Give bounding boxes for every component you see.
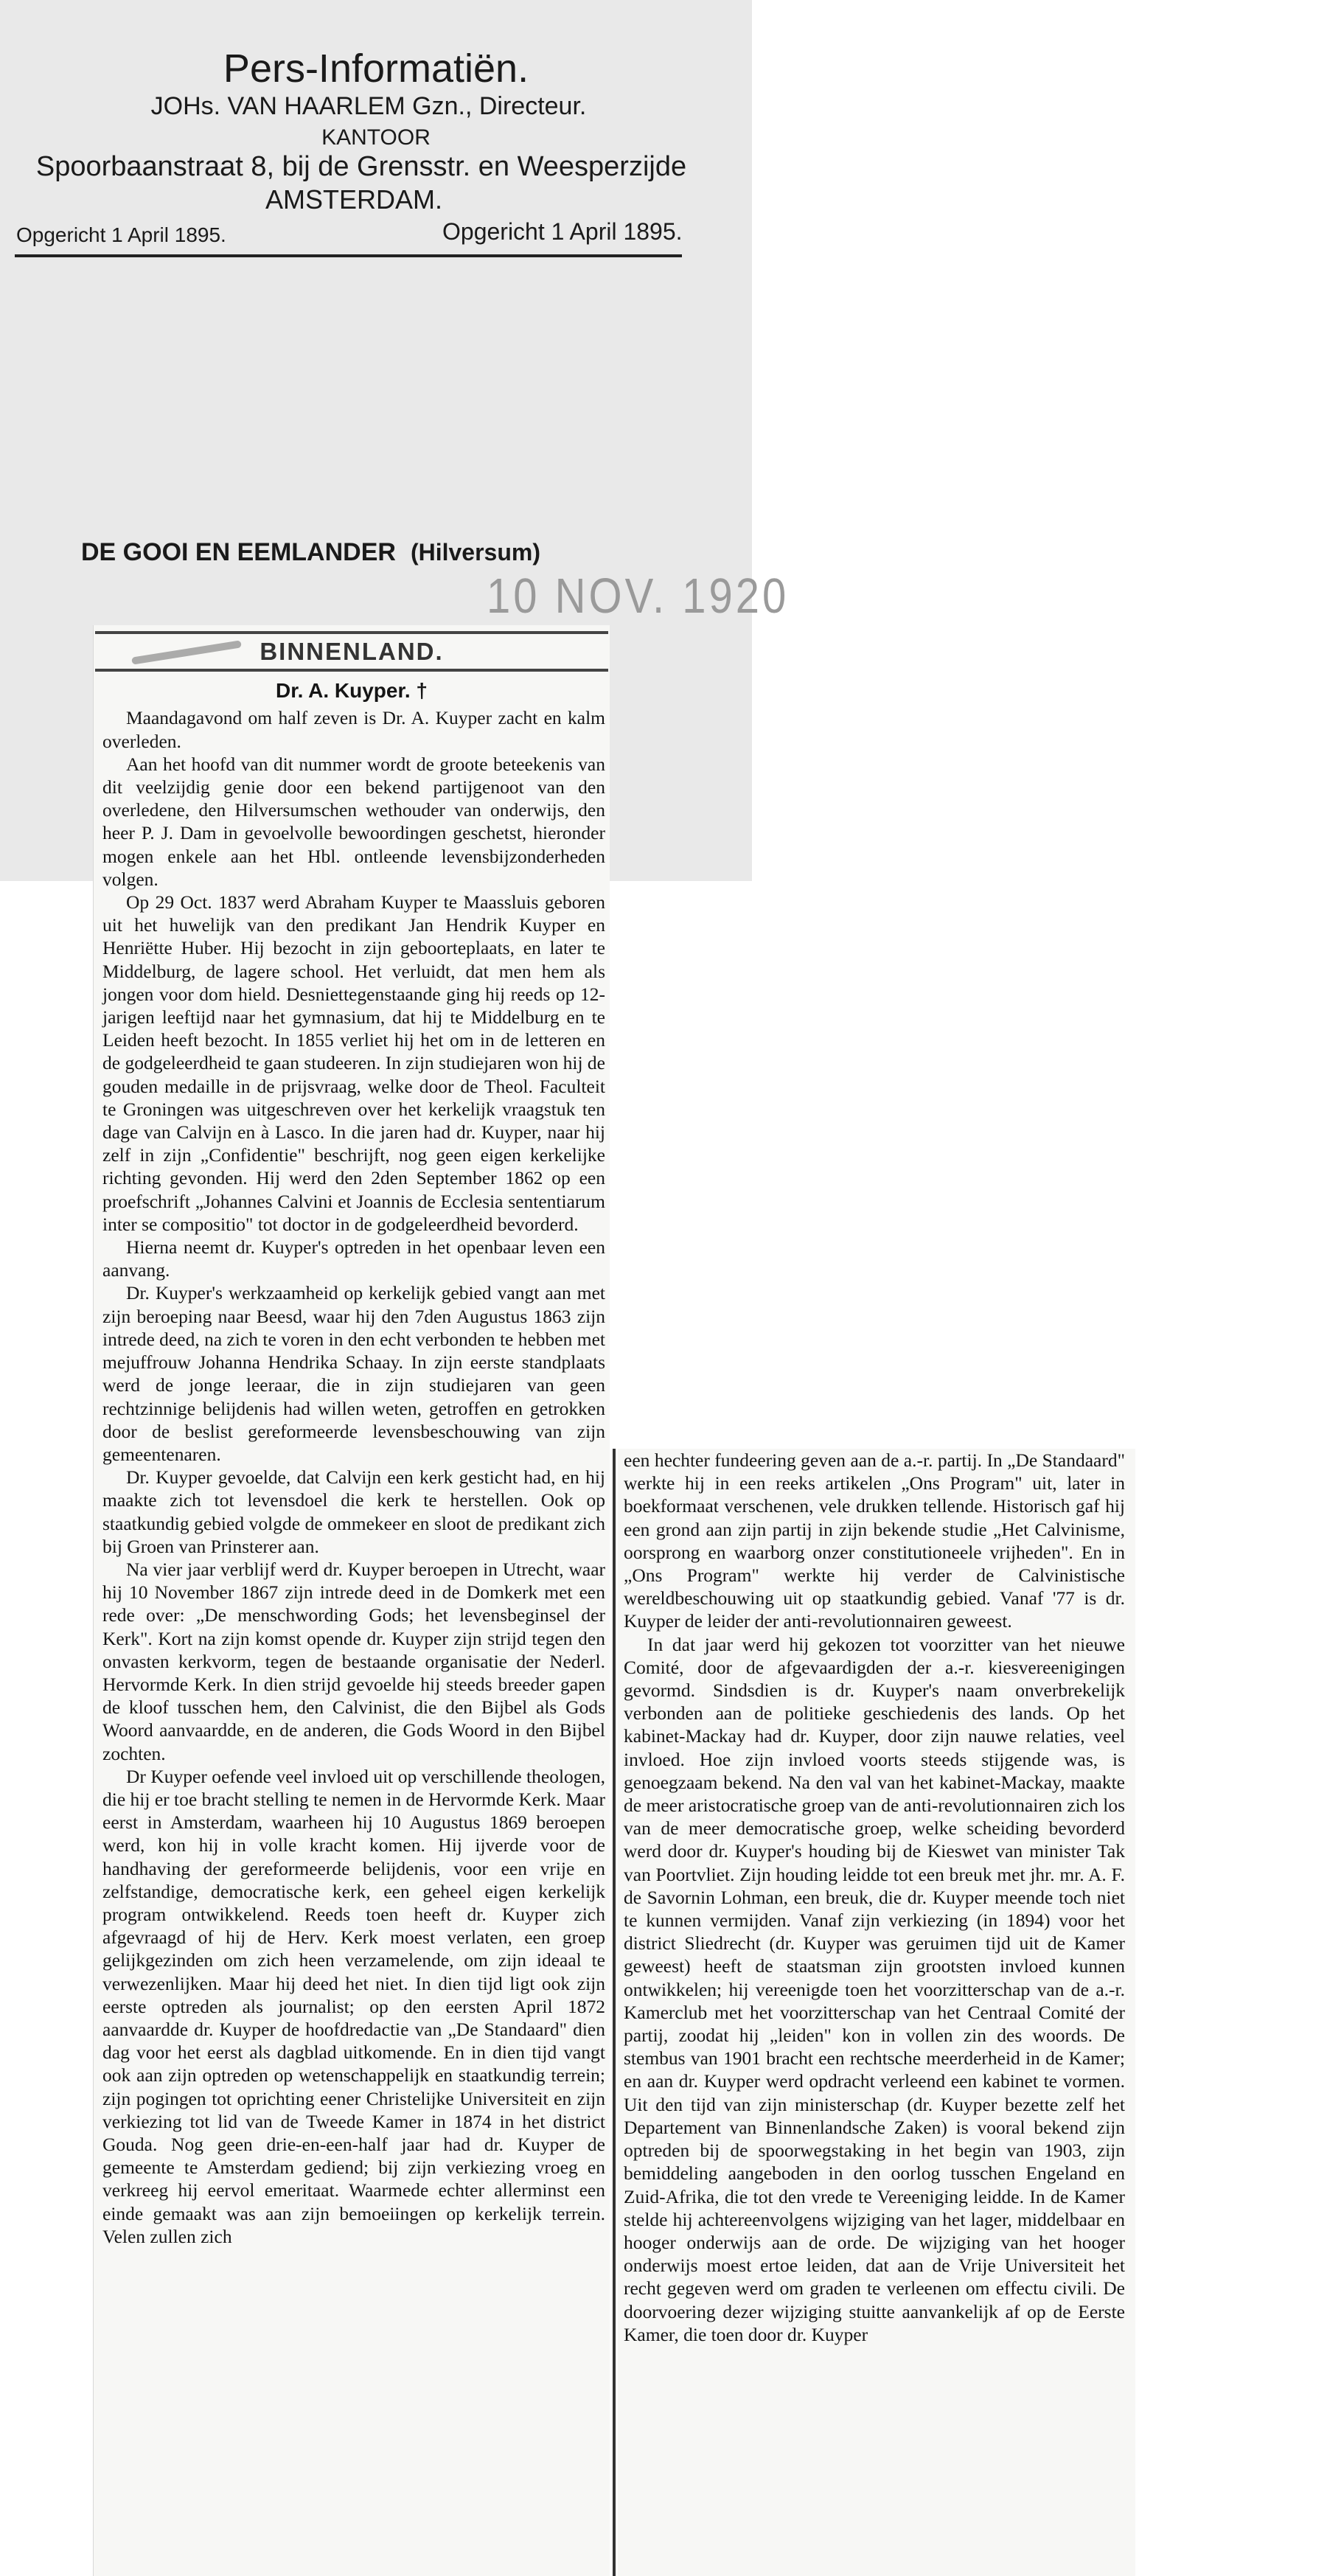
letterhead-rule xyxy=(15,254,682,257)
clipping-right-column xyxy=(618,1449,1135,2576)
clipping-left-column xyxy=(93,625,610,2576)
paragraph: Dr. Kuyper's werkzaamheid op kerkelijk gebied vangt aan met zijn beroeping naar Beesd, waar hij den 7den Augustus 1863 zijn intrede deed, na zich te voren in den echt verbonden te hebben met mejuffrouw Johanna Hendrika Schaay. In zijn eerste standplaats werd de jonge leeraar, die in zijn studiejaren van geen rechtzinnige belijdenis had willen weten, getroffen en getrokken door de beslist gereformeerde levensbeschouwing van zijn gemeentenaren. xyxy=(102,1282,605,1465)
paragraph: In dat jaar werd hij gekozen tot voorzitter van het nieuwe Comité, door de afgevaardigden der a.-r. kiesvereenigingen gevormd. Sindsdien is dr. Kuyper's naam onverbrekelijk verbonden aan de politieke geschiedenis des lands. Op het kabinet-Mackay had dr. Kuyper, door zijn nauwe relaties, veel invloed. Hoe zijn invloed voorts steeds stijgende was, is genoegzaam bekend. Na den val van het kabinet-Mackay, maakte de meer aristocratische groep van de anti-revolutionnairen zich los van de meer democratische groep, welke scheiding bevorderd werd door dr. Kuyper's houding bij de Kieswet van minister Tak van Poortvliet. Zijn houding leidde tot een breuk met jhr. mr. A. F. de Savornin Lohman, een breuk, die dr. Kuyper meende toch niet te kunnen vermijden. Vanaf zijn verkiezing (in 1894) voor het district Sliedrecht (dr. Kuyper was geruimen tijd uit de Kamer geweest) heeft de staatsman zijn grootsten invloed kunnen ontwikkelen; hij vereenigde toen het voorzitterschap van de a.-r. Kamerclub met het voorzitterschap van het Centraal Comité der partij, zoodat hij „leiden" kon in vollen zin des woords. De stembus van 1901 bracht een rechtsche meerderheid in de Kamer; en aan dr. Kuyper werd opdracht verleend een kabinet te vormen. Uit den tijd van zijn ministerschap (dr. Kuyper bezette zelf het Departement van Binnenlandsche Zaken) is vooral bekend zijn optreden bij de spoorwegstaking in het begin van 1903, zijn bemiddeling aangeboden in den oorlog tusschen Engeland en Zuid-Afrika, die tot den vrede te Vereeniging leidde. In de Kamer stelde hij achtereenvolgens wijziging van het lager, middelbaar en hooger onderwijs aan de orde. De wijziging van het hooger onderwijs moest ertoe leiden, dat aan de Vrije Universiteit het recht gegeven werd om graden te verleenen om effectu civili. De doorvoering dezer wijziging stuitte aanvankelijk af op de Eerste Kamer, die toen door dr. Kuyper xyxy=(624,1633,1125,2345)
section-heading: BINNENLAND. xyxy=(95,631,608,672)
letterhead-title: Pers-Informatiën. xyxy=(223,46,529,91)
paragraph: een hechter fundeering geven aan de a.-r. partij. In „De Standaard" werkte hij in een reeks artikelen „Ons Program" uit, later in boekformaat verschenen, vele drukken tellende. Historisch gaf hij een grond aan zijn partij in zijn bekende studie „Het Calvinisme, oorsprong en waarborg onzer constitutioneele vrijheden". En in „Ons Program" werkte hij verder de Calvinistische wereldbeschouwing uit op staatkundig gebied. Vanaf '77 is dr. Kuyper de leider der anti-revolutionnairen geweest. xyxy=(624,1449,1125,1632)
letterhead-city: AMSTERDAM. xyxy=(265,184,442,215)
newspaper-source xyxy=(81,538,540,567)
paragraph: Na vier jaar verblijf werd dr. Kuyper beroepen in Utrecht, waar hij 10 November 1867 zijn intrede deed in de Domkerk met een rede over: „De menschwording Gods; het levensbeginsel der Kerk". Kort na zijn komst opende dr. Kuyper zijn strijd tegen den onvasten kerkvorm, tegen de bestaande organisatie der Nederl. Hervormde Kerk. In dien strijd gevoelde hij steeds breeder gapen de kloof tusschen hem, den Calvinist, die den Bijbel als Gods Woord aanvaardde, en de anderen, die Gods Woord in den Bijbel zochten. xyxy=(102,1558,605,1764)
newspaper-name: DE GOOI EN EEMLANDER xyxy=(81,538,396,566)
paragraph: Dr Kuyper oefende veel invloed uit op verschillende theologen, die hij er toe bracht stelling te nemen in de Hervormde Kerk. Maar eerst in Amsterdam, waarheen hij 10 Augustus 1869 beroepen werd, kon hij in volle kracht komen. Hij ijverde voor de handhaving der gereformeerde belijdenis, voor een vrije en zelfstandige, democratische kerk, een geheel eigen kerkelijk program ontwikkelend. Reeds toen heeft dr. Kuyper zich afgevraagd of hij de Herv. Kerk moest verlaten, een groep gelijkgezinden om zich heen verzamelende, om zijn ideaal te verwezenlijken. Maar hij deed het niet. In dien tijd ligt ook zijn eerste optreden als journalist; op den eersten April 1872 aanvaardde dr. Kuyper de hoofdredactie van „De Standaard" dien dag voor het eerst als dagblad uitkomende. En in dien tijd vangt ook aan zijn optreden op wetenschappelijk en staatkundig terrein; zijn pogingen tot oprichting eener Christelijke Universiteit en zijn verkiezing tot lid van de Tweede Kamer in 1874 in het district Gouda. Nog geen drie-en-een-half jaar had dr. Kuyper de gemeente te Amsterdam gediend; bij zijn verkiezing vroeg en verkreeg hij eervol emeritaat. Waarmede echter allerminst een einde gemaakt was aan zijn bemoeiingen op kerkelijk terrein. Velen zullen zich xyxy=(102,1765,605,2247)
column-rule xyxy=(613,1449,616,2576)
letterhead-founded-left: Opgericht 1 April 1895. xyxy=(16,223,226,246)
paragraph: Dr. Kuyper gevoelde, dat Calvijn een kerk gesticht had, en hij maakte zich tot levensdoel die kerk te herstellen. Ook op staatkundig gebied volgde de ommekeer en sloot de predikant zich bij Groen van Prinsterer aan. xyxy=(102,1466,605,1557)
letterhead-office-label: KANTOOR xyxy=(321,125,431,150)
date-stamp: 10 NOV. 1920 xyxy=(487,568,790,624)
letterhead-address: Spoorbaanstraat 8, bij de Grensstr. en Weesperzijde xyxy=(35,151,687,182)
paragraph: Op 29 Oct. 1837 werd Abraham Kuyper te Maassluis geboren uit het huwelijk van den predikant Jan Hendrik Kuyper en Henriëtte Huber. Hij bezocht in zijn geboorteplaats, en later te Middelburg, de lagere school. Het verluidt, dat men hem als jongen voor dom hield. Desniettegenstaande ging hij reeds op 12-jarigen leeftijd naar het gymnasium, dat hij te Middelburg en te Leiden heeft bezocht. In 1855 verliet hij het om in de letteren en de godgeleerdheid te gaan studeeren. In zijn studiejaren won hij de gouden medaille in de prijsvraag, welke door de Theol. Faculteit te Groningen was uitgeschreven over het kerkelijk vraagstuk ten dage van Calvijn en à Lasco. In die jaren had dr. Kuyper, naar hij zelf in zijn „Confidentie" beschrijft, nog geen eigen kerkelijke richting gevonden. Hij werd den 2den September 1862 op een proefschrift „Johannes Calvini et Joannis de Ecclesia sententiarum inter se compositio" tot doctor in de godgeleerdheid bevorderd. xyxy=(102,891,605,1235)
paragraph: Hierna neemt dr. Kuyper's optreden in het openbaar leven een aanvang. xyxy=(102,1236,605,1281)
paragraph: Aan het hoofd van dit nummer wordt de groote beteekenis van dit veelzijdig genie door een bekend partijgenoot van den overledene, den Hilversumschen wethouder van onderwijs, den heer P. J. Dam in gevoelvolle bewoordingen geschetst, hieronder mogen enkele aan het Hbl. ontleende levensbijzonderheden volgen. xyxy=(102,753,605,890)
letterhead-director: JOHs. VAN HAARLEM Gzn., Directeur. xyxy=(150,92,587,120)
paragraph: Maandagavond om half zeven is Dr. A. Kuyper zacht en kalm overleden. xyxy=(102,707,605,752)
newspaper-city: (Hilversum) xyxy=(410,539,540,565)
article-title: Dr. A. Kuyper. † xyxy=(276,679,428,703)
letterhead-founded-right: Opgericht 1 April 1895. xyxy=(442,218,683,245)
